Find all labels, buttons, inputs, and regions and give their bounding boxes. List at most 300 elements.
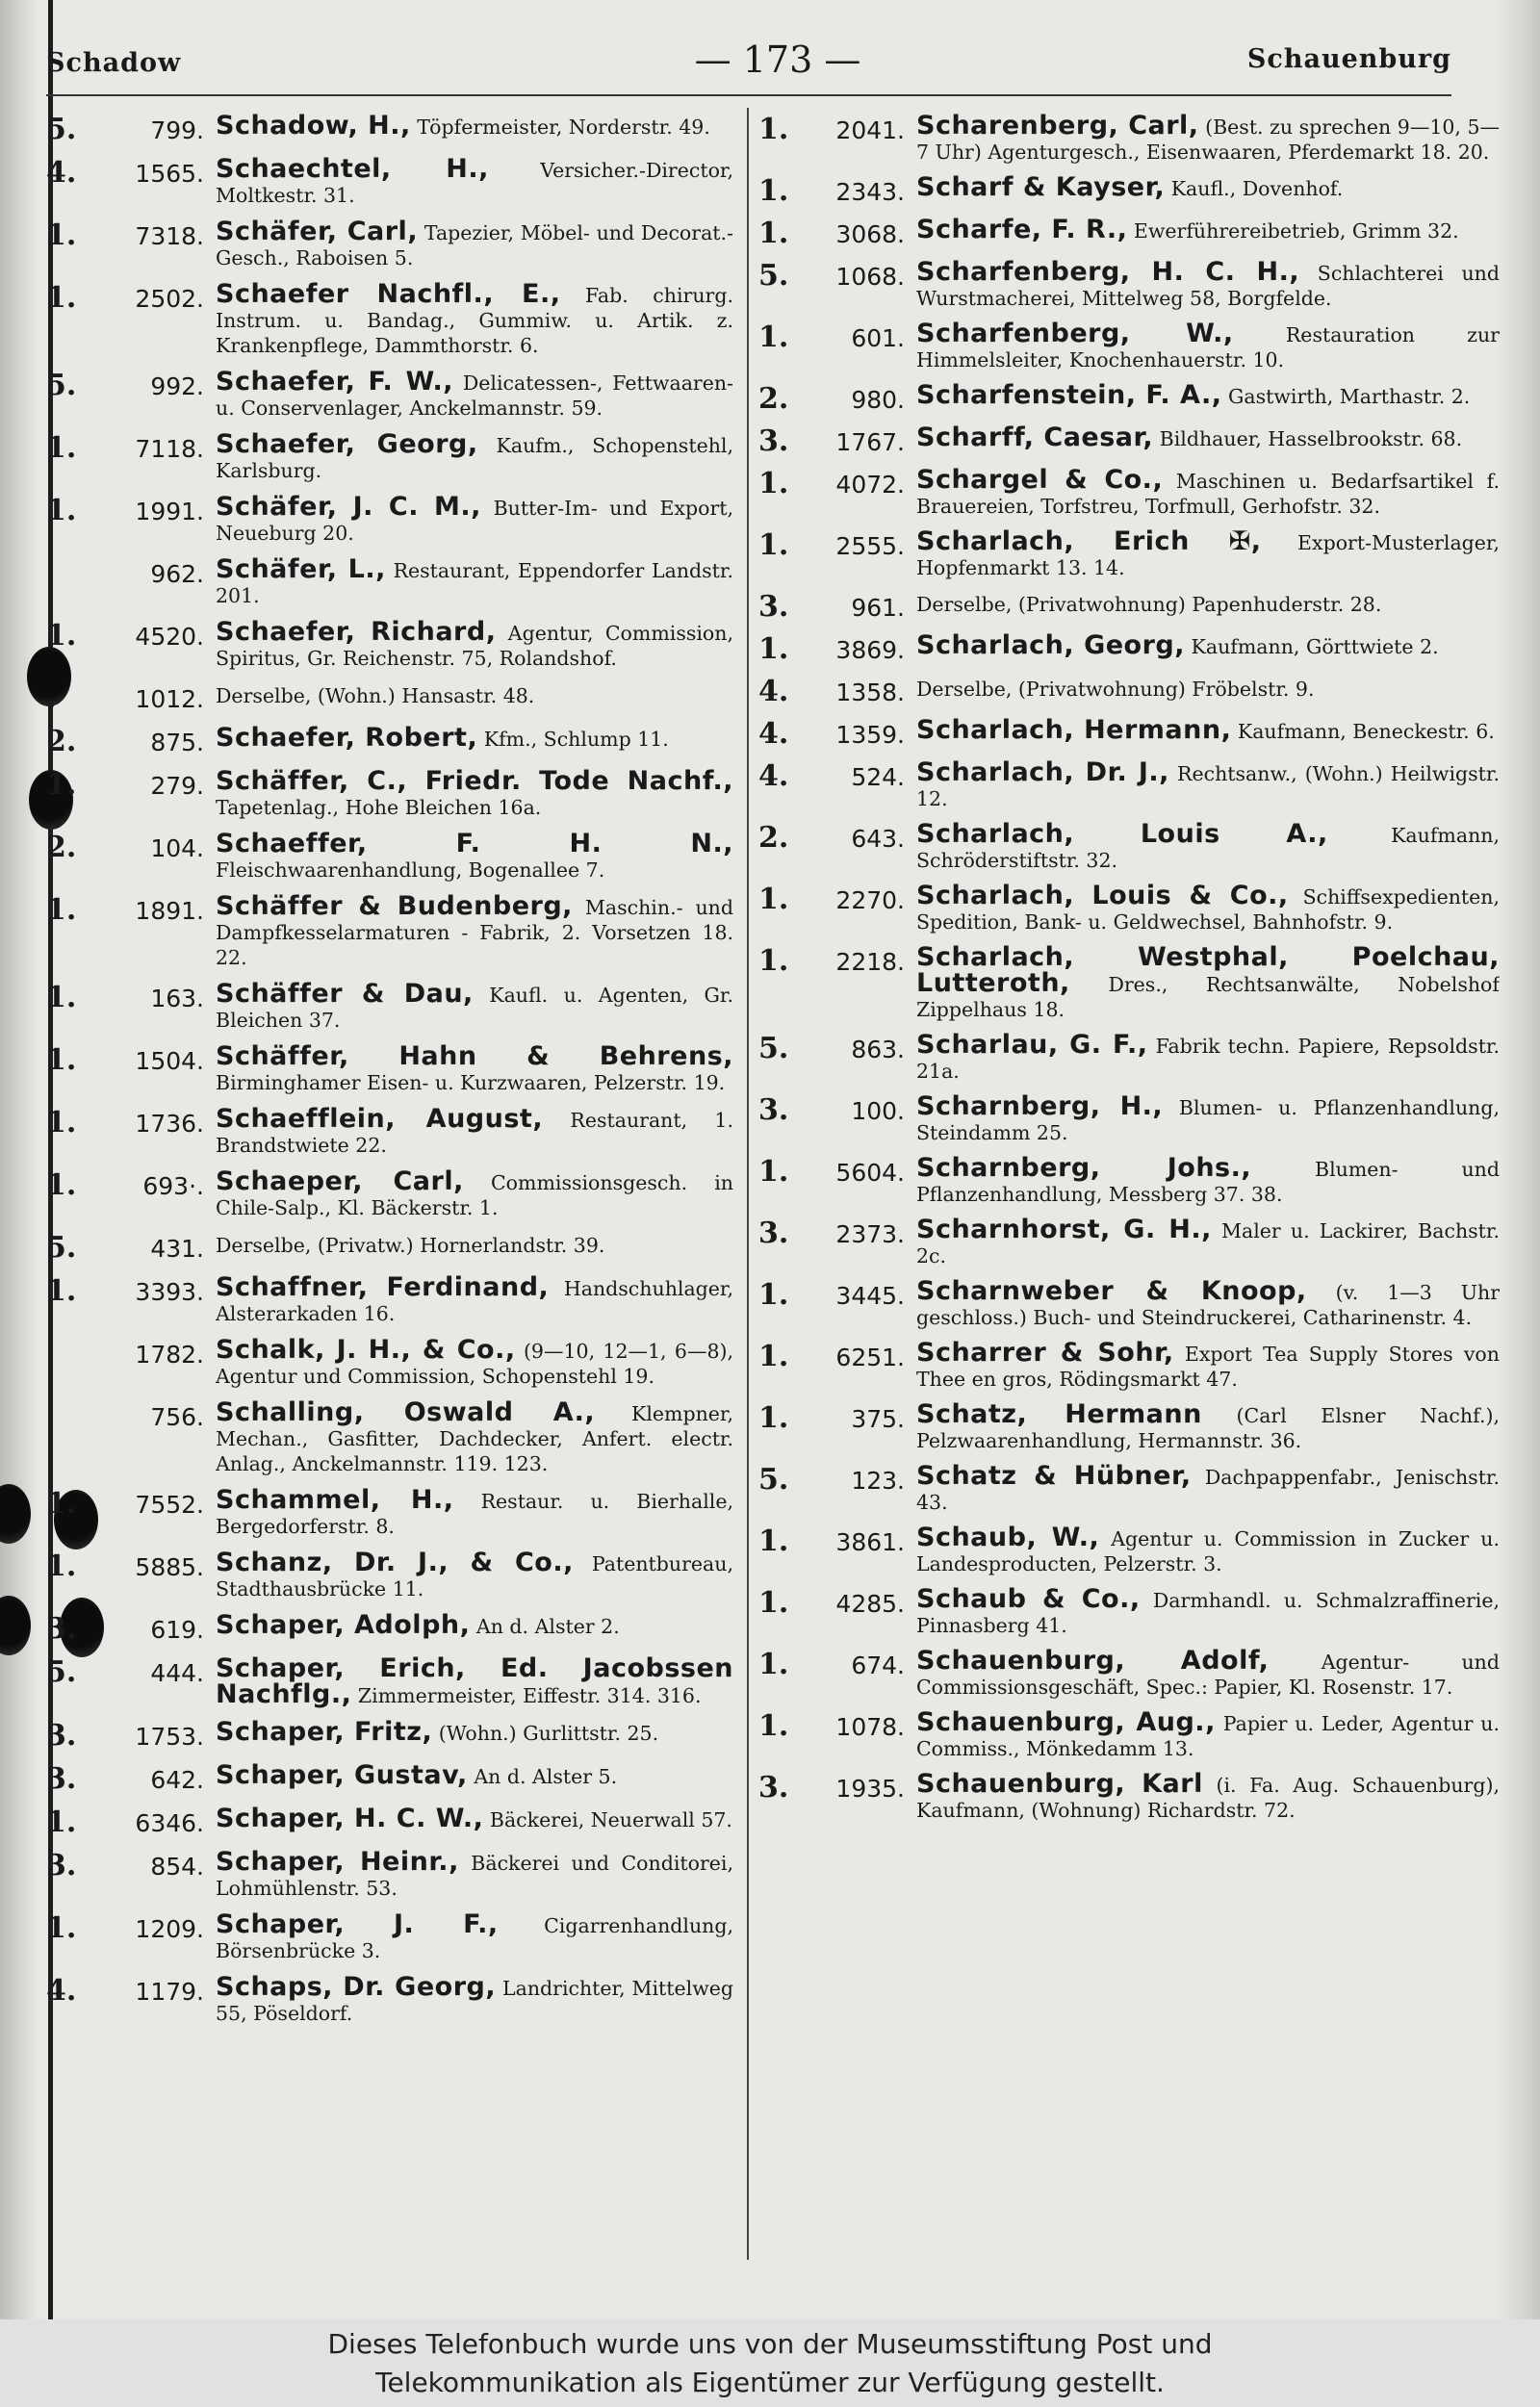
entry-text [216, 1653, 733, 1709]
exchange-number: 1. [46, 893, 77, 927]
exchange-number: 1. [46, 1487, 77, 1521]
subscriber-details: (i. Fa. Aug. Schauenburg), Kaufmann, (Wohnung) Richardstr. 72. [916, 1774, 1500, 1822]
phone-number: 1078. [835, 1713, 905, 1741]
directory-entry [46, 1485, 733, 1539]
phone-number: 123. [851, 1467, 905, 1495]
directory-entry [758, 1399, 1500, 1453]
directory-entry [46, 1041, 733, 1095]
footer-notice [0, 2319, 1540, 2407]
entry-text [916, 1153, 1500, 1207]
phone-number: 5885. [135, 1553, 204, 1581]
phone-number: 1753. [135, 1723, 204, 1751]
entry-text [216, 979, 733, 1033]
subscriber-name: Schaps, Dr. Georg, [216, 1972, 497, 2002]
exchange-number: 1. [758, 632, 789, 666]
exchange-number: 1. [46, 494, 77, 527]
subscriber-name: Scharlach, Louis & Co., [916, 881, 1289, 910]
column-divider [747, 108, 749, 2260]
subscriber-name: Schadow, H., [216, 114, 411, 141]
phone-number: 2343. [835, 178, 905, 206]
exchange-number: 2. [46, 725, 77, 758]
directory-entry [758, 172, 1500, 208]
directory-entry [46, 617, 733, 671]
exchange-number: 1. [46, 1274, 77, 1308]
exchange-number: 5. [46, 1655, 77, 1689]
subscriber-name: Schaper, Gustav, [216, 1760, 468, 1790]
subscriber-details: Kaufl. u. Agenten, Gr. Bleichen 37. [216, 984, 733, 1032]
entry-text [916, 1769, 1500, 1823]
directory-entry [46, 1550, 733, 1601]
exchange-number: 4. [46, 156, 77, 190]
entry-text [216, 1610, 733, 1645]
entry-text [916, 215, 1500, 249]
phone-number: 4072. [835, 471, 905, 499]
phone-number: 431. [150, 1235, 204, 1263]
exchange-number: 3. [46, 1612, 77, 1646]
entry-text [216, 429, 733, 483]
phone-number: 3869. [835, 636, 905, 664]
subscriber-details: Cigarrenhandlung, Börsenbrücke 3. [216, 1914, 733, 1962]
directory-entry [758, 591, 1500, 623]
directory-entry [758, 757, 1500, 811]
phone-number: 1991. [135, 498, 204, 525]
directory-entry [46, 429, 733, 483]
entry-text [216, 723, 733, 757]
entry-text [216, 766, 733, 820]
phone-number: 875. [150, 729, 204, 756]
directory-entry [758, 715, 1500, 751]
exchange-number: 1. [758, 1586, 789, 1620]
subscriber-name: Scharfenberg, W., [916, 319, 1234, 348]
directory-entry [46, 1972, 733, 2026]
exchange-number: 3. [46, 1719, 77, 1753]
entry-text [216, 1909, 733, 1963]
subscriber-name: Scharf & Kayser, [916, 172, 1166, 202]
phone-number: 4520. [135, 623, 204, 651]
subscriber-details: (9—10, 12—1, 6—8), Agentur und Commission, Schopenstehl 19. [216, 1340, 733, 1388]
exchange-number: 1. [46, 1805, 77, 1839]
exchange-number: 1. [758, 467, 789, 500]
exchange-number: 3. [758, 590, 789, 624]
subscriber-details: Kaufmann, Beneckestr. 6. [1237, 720, 1495, 743]
entry-text [916, 1707, 1500, 1761]
subscriber-details: Derselbe, (Wohn.) Hansastr. 48. [216, 684, 535, 707]
subscriber-name: Scharlach, Georg, [916, 630, 1185, 660]
exchange-number: 1. [758, 320, 789, 354]
subscriber-details: Versicher.-Director, Moltkestr. 31. [216, 159, 733, 207]
subscriber-details: Kaufm., Schopenstehl, Karlsburg. [216, 434, 733, 482]
subscriber-details: Dachpappenfabr., Jenischstr. 43. [916, 1466, 1500, 1514]
directory-entry [46, 1335, 733, 1389]
subscriber-details: Schlachterei und Wurstmacherei, Mittelweg 58, Borgfelde. [916, 262, 1500, 310]
directory-entry [758, 257, 1500, 311]
entry-text [916, 757, 1500, 811]
subscriber-details: Blumen- u. Pflanzenhandlung, Steindamm 25. [916, 1096, 1500, 1144]
entry-text [916, 257, 1500, 311]
exchange-number: 5. [46, 1231, 77, 1265]
directory-entry [46, 1610, 733, 1646]
exchange-number: 5. [758, 1463, 789, 1497]
phone-number: 1068. [835, 263, 905, 291]
phone-number: 163. [150, 985, 204, 1012]
exchange-number [46, 557, 100, 608]
exchange-number: 1. [758, 1155, 789, 1189]
subscriber-name: Schatz, Hermann [916, 1399, 1202, 1429]
entry-text [916, 715, 1500, 750]
subscriber-details: Bildhauer, Hasselbrookstr. 68. [1159, 427, 1463, 450]
entry-text [916, 1525, 1500, 1576]
directory-entry [758, 321, 1500, 372]
exchange-number: . [46, 681, 57, 715]
subscriber-name: Schäffer & Budenberg, [216, 891, 573, 921]
phone-number: 7118. [135, 435, 204, 463]
directory-entry [46, 1806, 733, 1838]
subscriber-details: Töpfermeister, Norderstr. 49. [417, 115, 710, 139]
entry-text [916, 321, 1500, 372]
phone-number: 1782. [135, 1341, 204, 1369]
directory-entry [46, 492, 733, 546]
subscriber-details: Agentur, Commission, Spiritus, Gr. Reichenstr. 75, Rolandshof. [216, 622, 733, 670]
entry-text [916, 1461, 1500, 1515]
subscriber-name: Schäfer, Carl, [216, 217, 419, 246]
subscriber-details: Kaufmann, Schröderstiftstr. 32. [916, 824, 1500, 872]
subscriber-details: Papier u. Leder, Agentur u. Commiss., Mönkedamm 13. [916, 1712, 1500, 1760]
entry-text [216, 1232, 733, 1264]
subscriber-name: Scharff, Caesar, [916, 423, 1154, 452]
directory-entry [758, 380, 1500, 416]
directory-entry [758, 676, 1500, 707]
subscriber-name: Schaper, Heinr., [216, 1847, 459, 1877]
entry-text [216, 1550, 733, 1601]
subscriber-details: Butter-Im- und Export, Neueburg 20. [216, 497, 733, 545]
subscriber-name: Schaefer Nachfl., E., [216, 279, 561, 309]
entry-text [916, 114, 1500, 165]
entry-text [916, 1217, 1500, 1268]
entry-text [916, 591, 1500, 623]
directory-entry [46, 1717, 733, 1753]
subscriber-name: Schaeper, Carl, [216, 1166, 464, 1196]
running-header [46, 38, 1451, 87]
entry-text [216, 1760, 733, 1795]
phone-number: 444. [150, 1659, 204, 1687]
subscriber-details: Handschuhlager, Alsterarkaden 16. [216, 1277, 733, 1325]
exchange-number: 3. [758, 1093, 789, 1127]
entry-text [216, 1847, 733, 1901]
entry-text [216, 1397, 733, 1476]
entry-text [216, 1972, 733, 2026]
entry-text [216, 1717, 733, 1752]
entry-text [916, 425, 1500, 457]
subscriber-details: Kaufmann, Görttwiete 2. [1191, 635, 1439, 658]
subscriber-details: Bäckerei und Conditorei, Lohmühlenstr. 53. [216, 1852, 733, 1900]
subscriber-details: Agentur- und Commissionsgeschäft, Spec.: Papier, Kl. Rosenstr. 17. [916, 1651, 1500, 1699]
directory-entry [46, 114, 733, 145]
subscriber-details: Schiffsexpedienten, Spedition, Bank- u. Geldwechsel, Bahnhofstr. 9. [916, 885, 1500, 934]
right-column [758, 114, 1500, 2265]
subscriber-name: Schaefer, Richard, [216, 617, 497, 647]
subscriber-name: Schaub & Co., [916, 1584, 1141, 1614]
entry-text [916, 1030, 1500, 1084]
directory-entry [758, 425, 1500, 457]
directory-entry [46, 1847, 733, 1901]
phone-number: 1359. [835, 721, 905, 749]
subscriber-details: Agentur u. Commission in Zucker u. Landesproducten, Pelzerstr. 3. [916, 1527, 1500, 1575]
entry-text [916, 1276, 1500, 1330]
exchange-number: 5. [758, 259, 789, 293]
directory-entry [758, 1461, 1500, 1515]
directory-entry [758, 1338, 1500, 1392]
phone-number: 799. [150, 116, 204, 144]
subscriber-details: (v. 1—3 Uhr geschloss.) Buch- und Steindruckerei, Catharinenstr. 4. [916, 1281, 1500, 1329]
subscriber-name: Scharrer & Sohr, [916, 1338, 1174, 1368]
phone-number: 104. [150, 834, 204, 862]
subscriber-details: Restaur. u. Bierhalle, Bergedorferstr. 8. [216, 1490, 733, 1538]
exchange-number: 1. [46, 619, 77, 653]
directory-entry [46, 1104, 733, 1158]
exchange-number: 4. [758, 717, 789, 751]
phone-number: 4285. [835, 1590, 905, 1618]
subscriber-name: Schäfer, J. C. M., [216, 492, 481, 522]
phone-number: 863. [851, 1036, 905, 1063]
exchange-number: 1. [46, 281, 77, 315]
subscriber-details: Restauration zur Himmelsleiter, Knochenhauerstr. 10. [916, 323, 1500, 371]
phone-number: 3393. [135, 1278, 204, 1306]
directory-entry [758, 1646, 1500, 1700]
subscriber-details: Export-Musterlager, Hopfenmarkt 13. 14. [916, 531, 1500, 579]
entry-text [916, 819, 1500, 873]
subscriber-details: Maschinen u. Bedarfsartikel f. Brauereien, Torfstreu, Torfmull, Gerhofstr. 32. [916, 470, 1500, 518]
entry-text [916, 1399, 1500, 1453]
entry-text [216, 492, 733, 546]
subscriber-name: Scharnweber & Knoop, [916, 1276, 1307, 1306]
subscriber-details: (Wohn.) Gurlittstr. 25. [438, 1722, 659, 1745]
subscriber-name: Schauenburg, Karl [916, 1769, 1203, 1799]
entry-text [216, 682, 733, 714]
subscriber-details: Restaurant, 1. Brandstwiete 22. [216, 1109, 733, 1157]
phone-number: 961. [851, 594, 905, 622]
phone-number: 100. [851, 1097, 905, 1125]
phone-number: 524. [851, 763, 905, 791]
directory-entry [46, 279, 733, 358]
directory-entry [758, 1707, 1500, 1761]
subscriber-name: Scharlach, Louis A., [916, 819, 1328, 849]
phone-number: 756. [150, 1403, 204, 1431]
page-edge [1497, 0, 1540, 2319]
page-shadow [0, 0, 38, 2319]
subscriber-name: Scharfe, F. R., [916, 215, 1128, 244]
subscriber-name: Schaefer, Robert, [216, 723, 478, 753]
phone-number: 279. [150, 772, 204, 800]
subscriber-name: Schammel, H., [216, 1485, 454, 1515]
subscriber-details: Commissionsgesch. in Chile-Salp., Kl. Bäckerstr. 1. [216, 1171, 733, 1219]
subscriber-details: Blumen- und Pflanzenhandlung, Messberg 37. 38. [916, 1158, 1500, 1206]
directory-entry [758, 1276, 1500, 1330]
subscriber-details: Derselbe, (Privatw.) Hornerlandstr. 39. [216, 1234, 605, 1257]
exchange-number: 1. [758, 1524, 789, 1558]
subscriber-name: Schaper, H. C. W., [216, 1804, 484, 1833]
directory-entry [46, 979, 733, 1033]
subscriber-name: Schanz, Dr. J., & Co., [216, 1548, 574, 1577]
subscriber-details: (Carl Elsner Nachf.), Pelzwaarenhandlung, Hermannstr. 36. [916, 1404, 1500, 1452]
entry-text [216, 279, 733, 358]
exchange-number: 5. [46, 369, 77, 402]
subscriber-details: Bäckerei, Neuerwall 57. [489, 1808, 732, 1831]
left-column [46, 114, 733, 2265]
subscriber-name: Schaefer, Georg, [216, 429, 478, 459]
entry-text [216, 1272, 733, 1326]
phone-number: 3445. [835, 1282, 905, 1310]
header-first-name: Schadow [46, 48, 182, 78]
directory-entry [46, 891, 733, 970]
phone-number: 5604. [835, 1159, 905, 1187]
subscriber-name: Schaper, Fritz, [216, 1717, 433, 1747]
directory-entry [758, 1091, 1500, 1145]
phone-number: 2041. [835, 116, 905, 144]
directory-entry [758, 114, 1500, 165]
phone-number: 1012. [135, 685, 204, 713]
directory-entry [758, 1217, 1500, 1268]
phone-number: 6346. [135, 1809, 204, 1837]
exchange-number: 1. [758, 1648, 789, 1681]
entry-text [216, 1166, 733, 1220]
subscriber-details: Tapetenlag., Hohe Bleichen 16a. [216, 796, 542, 819]
phone-number: 992. [150, 372, 204, 400]
directory-entry [758, 1525, 1500, 1576]
entry-text [916, 676, 1500, 707]
directory-entry [758, 942, 1500, 1022]
entry-text [216, 1806, 733, 1838]
subscriber-details: Fleischwaarenhandlung, Bogenallee 7. [216, 858, 605, 882]
directory-entry [46, 1653, 733, 1709]
subscriber-name: Schaffner, Ferdinand, [216, 1272, 550, 1302]
phone-number: 1891. [135, 897, 204, 925]
entry-text [216, 1104, 733, 1158]
directory-entry [46, 1909, 733, 1963]
phone-number: 6251. [835, 1344, 905, 1371]
phone-number: 1209. [135, 1915, 204, 1943]
subscriber-name: Schaper, J. F., [216, 1909, 499, 1939]
entry-text [216, 1335, 733, 1389]
directory-entry [758, 1584, 1500, 1638]
directory-entry [46, 829, 733, 883]
exchange-number: 5. [758, 1032, 789, 1065]
directory-entry [758, 1769, 1500, 1823]
subscriber-name: Schaeffer, F. H. N., [216, 829, 733, 858]
phone-number: 2270. [835, 886, 905, 914]
exchange-number: 1. [758, 528, 789, 562]
subscriber-details: Zimmermeister, Eiffestr. 314. 316. [357, 1684, 702, 1707]
subscriber-details: Fab. chirurg. Instrum. u. Bandag., Gummiw. u. Artik. z. Krankenpflege, Dammthorstr. 6. [216, 284, 733, 357]
phone-number: 1935. [835, 1775, 905, 1803]
entry-text [916, 1091, 1500, 1145]
exchange-number: 2. [758, 382, 789, 416]
exchange-number: 1. [46, 1043, 77, 1077]
directory-entry [758, 215, 1500, 250]
phone-number: 643. [851, 825, 905, 853]
subscriber-name: Schaper, Erich, Ed. Jacobssen Nachflg., [216, 1653, 733, 1709]
exchange-number: 3. [758, 1771, 789, 1805]
header-rule [46, 94, 1451, 96]
subscriber-name: Scharlach, Erich ✠, [916, 526, 1262, 556]
subscriber-name: Schargel & Co., [916, 465, 1164, 495]
entry-text [216, 617, 733, 671]
phone-number: 7318. [135, 222, 204, 250]
phone-number: 642. [150, 1766, 204, 1794]
entry-text [216, 1041, 733, 1095]
directory-entry [46, 154, 733, 208]
exchange-number: 1. [46, 218, 77, 252]
phone-number: 7552. [135, 1491, 204, 1519]
exchange-number: 2. [758, 821, 789, 855]
footer-line: Dieses Telefonbuch wurde uns von der Museumsstiftung Post und [327, 2328, 1213, 2360]
entry-text [216, 154, 733, 208]
subscriber-name: Schäfer, L., [216, 554, 386, 584]
directory-entry [46, 1166, 733, 1220]
entry-text [916, 465, 1500, 519]
directory-entry [758, 1030, 1500, 1084]
subscriber-name: Scharlach, Dr. J., [916, 757, 1169, 787]
entry-text [916, 1584, 1500, 1638]
directory-entry [46, 682, 733, 714]
exchange-number: 1. [758, 217, 789, 250]
directory-entry [758, 1153, 1500, 1207]
entry-text [916, 380, 1500, 415]
phone-number: 2218. [835, 948, 905, 976]
directory-entry [46, 219, 733, 270]
phone-number: 1767. [835, 428, 905, 456]
subscriber-name: Schaefer, F. W., [216, 367, 454, 397]
subscriber-name: Scharlach, Hermann, [916, 715, 1232, 745]
subscriber-details: Ewerführereibetrieb, Grimm 32. [1133, 219, 1459, 243]
subscriber-name: Scharlach, Westphal, Poelchau, Lutteroth, [916, 942, 1500, 998]
entry-text [216, 1485, 733, 1539]
exchange-number: 3. [758, 424, 789, 458]
directory-entry [46, 554, 733, 608]
subscriber-details: Maschin.- und Dampfkesselarmaturen - Fabrik, 2. Vorsetzen 18. 22. [216, 896, 733, 969]
entry-text [216, 367, 733, 421]
subscriber-name: Scharnhorst, G. H., [916, 1215, 1212, 1244]
subscriber-name: Scharfenstein, F. A., [916, 380, 1222, 410]
phone-number: 693·. [142, 1172, 204, 1200]
header-last-name: Schauenburg [1246, 44, 1451, 74]
directory-entry [758, 630, 1500, 666]
subscriber-details: Patentbureau, Stadthausbrücke 11. [216, 1552, 733, 1600]
entry-text [916, 172, 1500, 207]
phone-number: 3068. [835, 220, 905, 248]
exchange-number: 1. [758, 1340, 789, 1373]
subscriber-details: Maler u. Lackirer, Bachstr. 2c. [916, 1219, 1500, 1268]
entry-text [216, 891, 733, 970]
exchange-number: 1. [758, 114, 789, 146]
subscriber-name: Schäffer, Hahn & Behrens, [216, 1041, 733, 1071]
subscriber-name: Scharnberg, H., [916, 1091, 1164, 1121]
exchange-number: 1. [46, 431, 77, 465]
subscriber-details: Rechtsanw., (Wohn.) Heilwigstr. 12. [916, 762, 1500, 810]
directory-entry [758, 819, 1500, 873]
exchange-number: 1. [46, 1911, 77, 1945]
subscriber-details: Birminghamer Eisen- u. Kurzwaaren, Pelzerstr. 19. [216, 1071, 726, 1094]
directory-entry [46, 367, 733, 421]
phone-number: 375. [851, 1405, 905, 1433]
phone-number: 2555. [835, 532, 905, 560]
entry-text [916, 942, 1500, 1022]
exchange-number: 3. [46, 1762, 77, 1796]
subscriber-name: Schaub, W., [916, 1523, 1100, 1552]
directory-entry [758, 526, 1500, 580]
phone-number: 1736. [135, 1110, 204, 1138]
exchange-number: 3. [46, 1849, 77, 1882]
subscriber-name: Schauenburg, Adolf, [916, 1646, 1270, 1676]
